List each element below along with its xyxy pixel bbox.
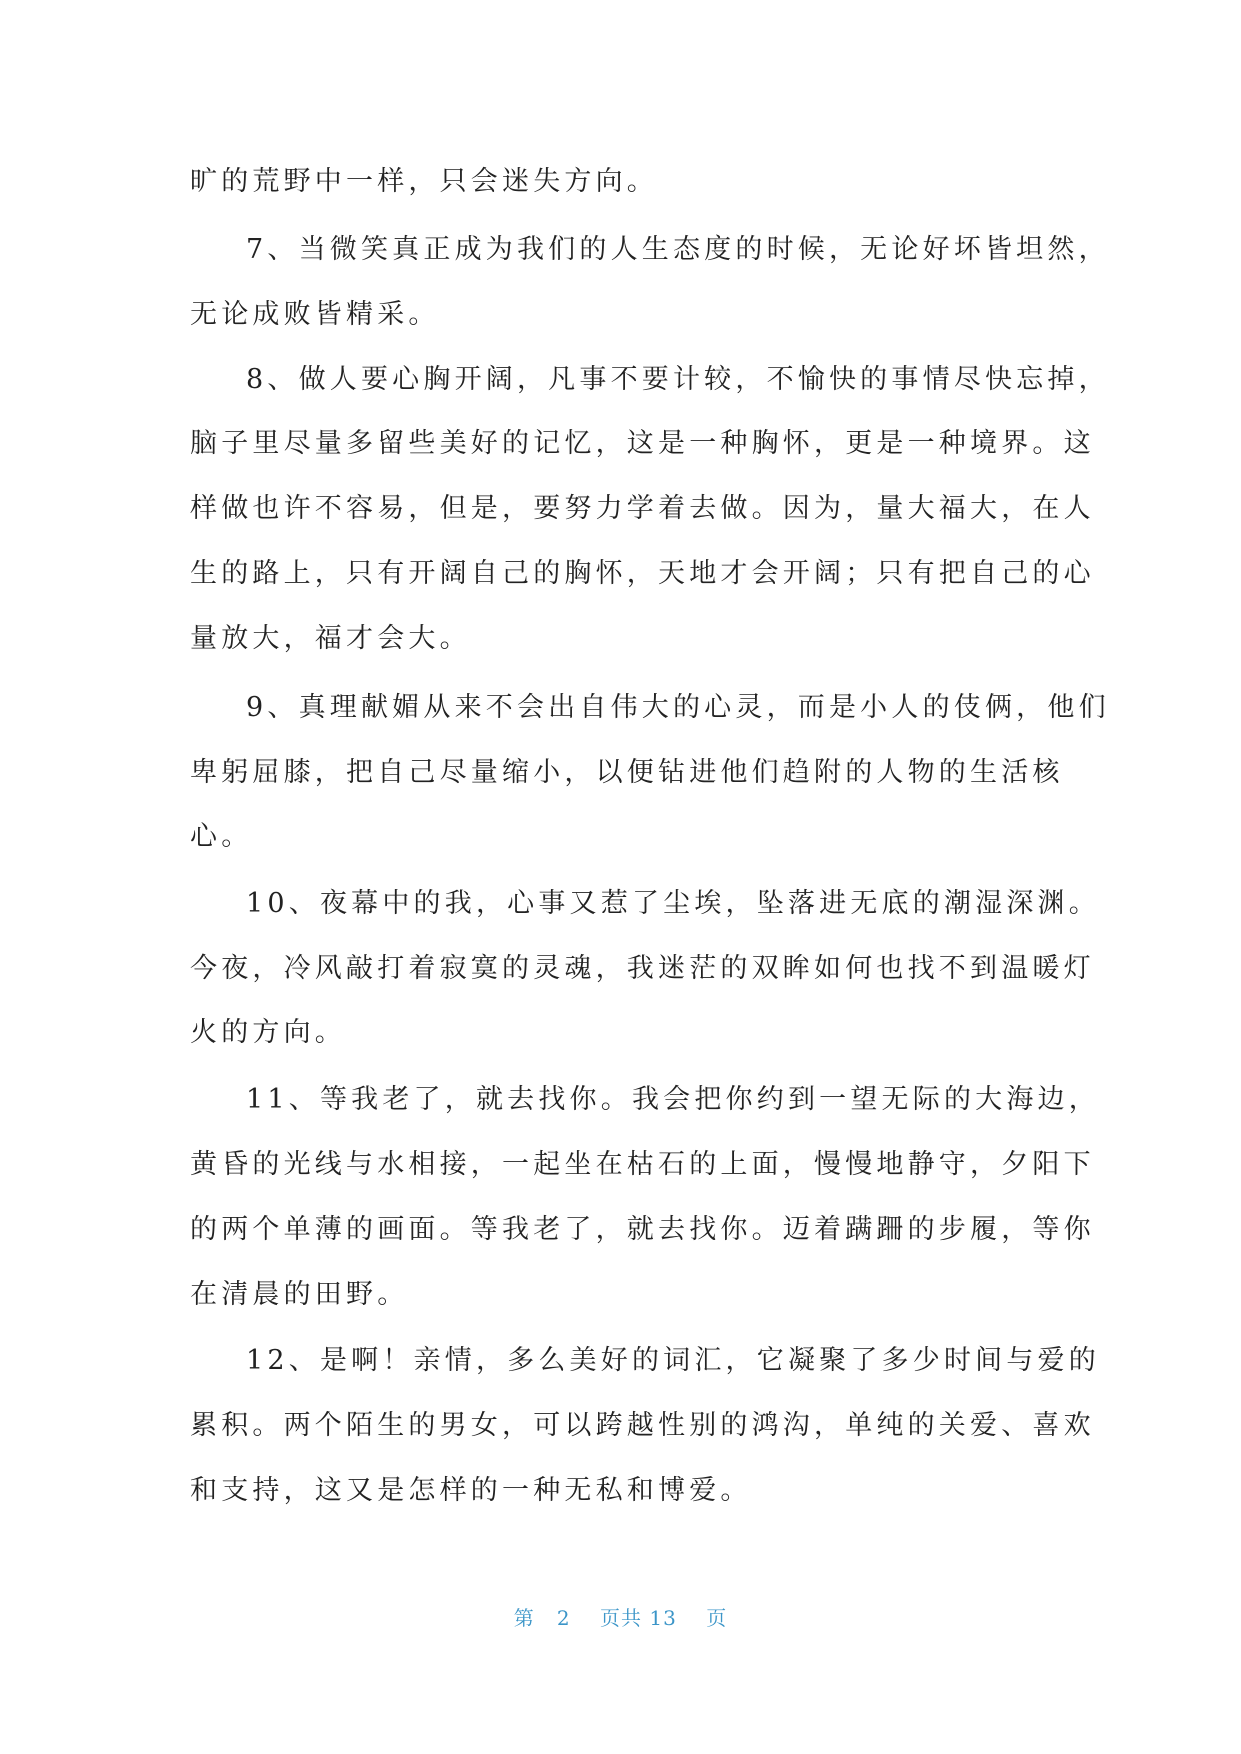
text-line: 7、当微笑真正成为我们的人生态度的时候，无论好坏皆坦然， xyxy=(246,234,1110,265)
text-line: 累积。两个陌生的男女，可以跨越性别的鸿沟，单纯的关爱、喜欢 xyxy=(190,1410,1095,1441)
text-line: 心。 xyxy=(190,821,253,852)
text-line: 和支持，这又是怎样的一种无私和博爱。 xyxy=(190,1475,752,1506)
text-line: 卑躬屈膝，把自己尽量缩小，以便钻进他们趋附的人物的生活核 xyxy=(190,757,1064,788)
text-line: 黄昏的光线与水相接，一起坐在枯石的上面，慢慢地静守，夕阳下 xyxy=(190,1149,1095,1180)
text-line: 旷的荒野中一样，只会迷失方向。 xyxy=(190,166,658,197)
text-line: 的两个单薄的画面。等我老了，就去找你。迈着蹒跚的步履，等你 xyxy=(190,1214,1095,1245)
text-line: 11、等我老了，就去找你。我会把你约到一望无际的大海边， xyxy=(246,1084,1100,1115)
text-line: 9、真理献媚从来不会出自伟大的心灵，而是小人的伎俩，他们 xyxy=(246,692,1110,723)
text-line: 脑子里尽量多留些美好的记忆，这是一种胸怀，更是一种境界。这 xyxy=(190,428,1095,459)
text-line: 量放大，福才会大。 xyxy=(190,623,471,654)
footer-prefix: 第 xyxy=(513,1606,535,1630)
text-line: 样做也许不容易，但是，要努力学着去做。因为，量大福大，在人 xyxy=(190,493,1095,524)
text-line: 今夜，冷风敲打着寂寞的灵魂，我迷茫的双眸如何也找不到温暖灯 xyxy=(190,953,1095,984)
text-line: 在清晨的田野。 xyxy=(190,1279,409,1310)
footer-current-page: 2 xyxy=(556,1606,571,1630)
footer-suffix: 页 xyxy=(706,1606,728,1630)
text-line: 生的路上，只有开阔自己的胸怀，天地才会开阔；只有把自己的心 xyxy=(190,558,1095,589)
text-line: 12、是啊！亲情，多么美好的词汇，它凝聚了多少时间与爱的 xyxy=(246,1345,1100,1376)
text-line: 8、做人要心胸开阔，凡事不要计较，不愉快的事情尽快忘掉， xyxy=(246,364,1110,395)
text-line: 无论成败皆精采。 xyxy=(190,299,440,330)
footer-total-pages: 13 xyxy=(649,1606,677,1630)
page-footer xyxy=(0,1604,1241,1632)
text-line: 火的方向。 xyxy=(190,1017,346,1048)
footer-middle: 页共 xyxy=(600,1606,642,1630)
text-line: 10、夜幕中的我，心事又惹了尘埃，坠落进无底的潮湿深渊。 xyxy=(246,888,1100,919)
